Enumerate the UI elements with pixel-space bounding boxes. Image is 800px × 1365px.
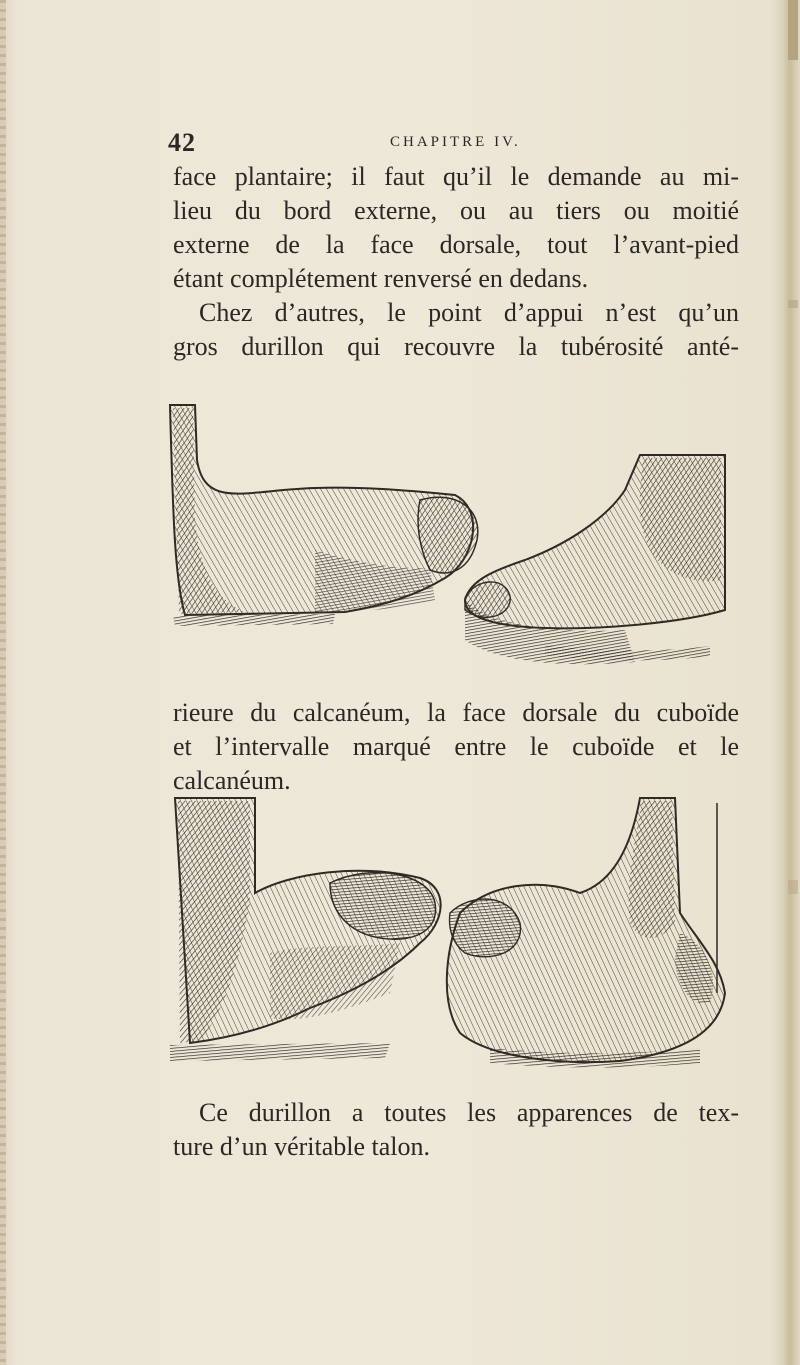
text-line: étant complétement renversé en dedans. xyxy=(173,264,589,293)
paragraph-2-start xyxy=(173,296,739,364)
text-line: Chez d’autres, le point d’appui n’est qu’un xyxy=(199,298,739,327)
text-line: face plantaire; il faut qu’il le demande au mi- xyxy=(173,162,739,191)
text-line: ture d’un véritable talon. xyxy=(173,1132,431,1161)
text-line: rieure du calcanéum, la face dorsale du cuboïde xyxy=(173,698,739,727)
paragraph-2-end xyxy=(173,696,739,798)
paragraph-3 xyxy=(173,1096,739,1164)
text-line: gros durillon qui recouvre la tubérosité anté- xyxy=(173,332,739,361)
engraving-two-clubfeet-side-view-icon xyxy=(165,400,750,680)
paragraph-1 xyxy=(173,160,739,296)
figure-2-engraving xyxy=(160,793,745,1078)
engraving-two-clubfeet-callus-view-icon xyxy=(160,793,745,1078)
page-header xyxy=(168,128,728,158)
text-line: et l’intervalle marqué entre le cuboïde et le xyxy=(173,732,739,761)
page-left-edge xyxy=(0,0,6,1365)
text-line: lieu du bord externe, ou au tiers ou moitié xyxy=(173,196,739,225)
running-head: CHAPITRE IV. xyxy=(390,134,521,150)
page-number: 42 xyxy=(168,128,196,157)
text-line: Ce durillon a toutes les apparences de tex- xyxy=(199,1098,739,1127)
page-right-edge xyxy=(784,0,800,1365)
figure-1-engraving xyxy=(165,400,750,680)
text-line: externe de la face dorsale, tout l’avant-pied xyxy=(173,230,739,259)
text-line: calcanéum. xyxy=(173,766,291,795)
